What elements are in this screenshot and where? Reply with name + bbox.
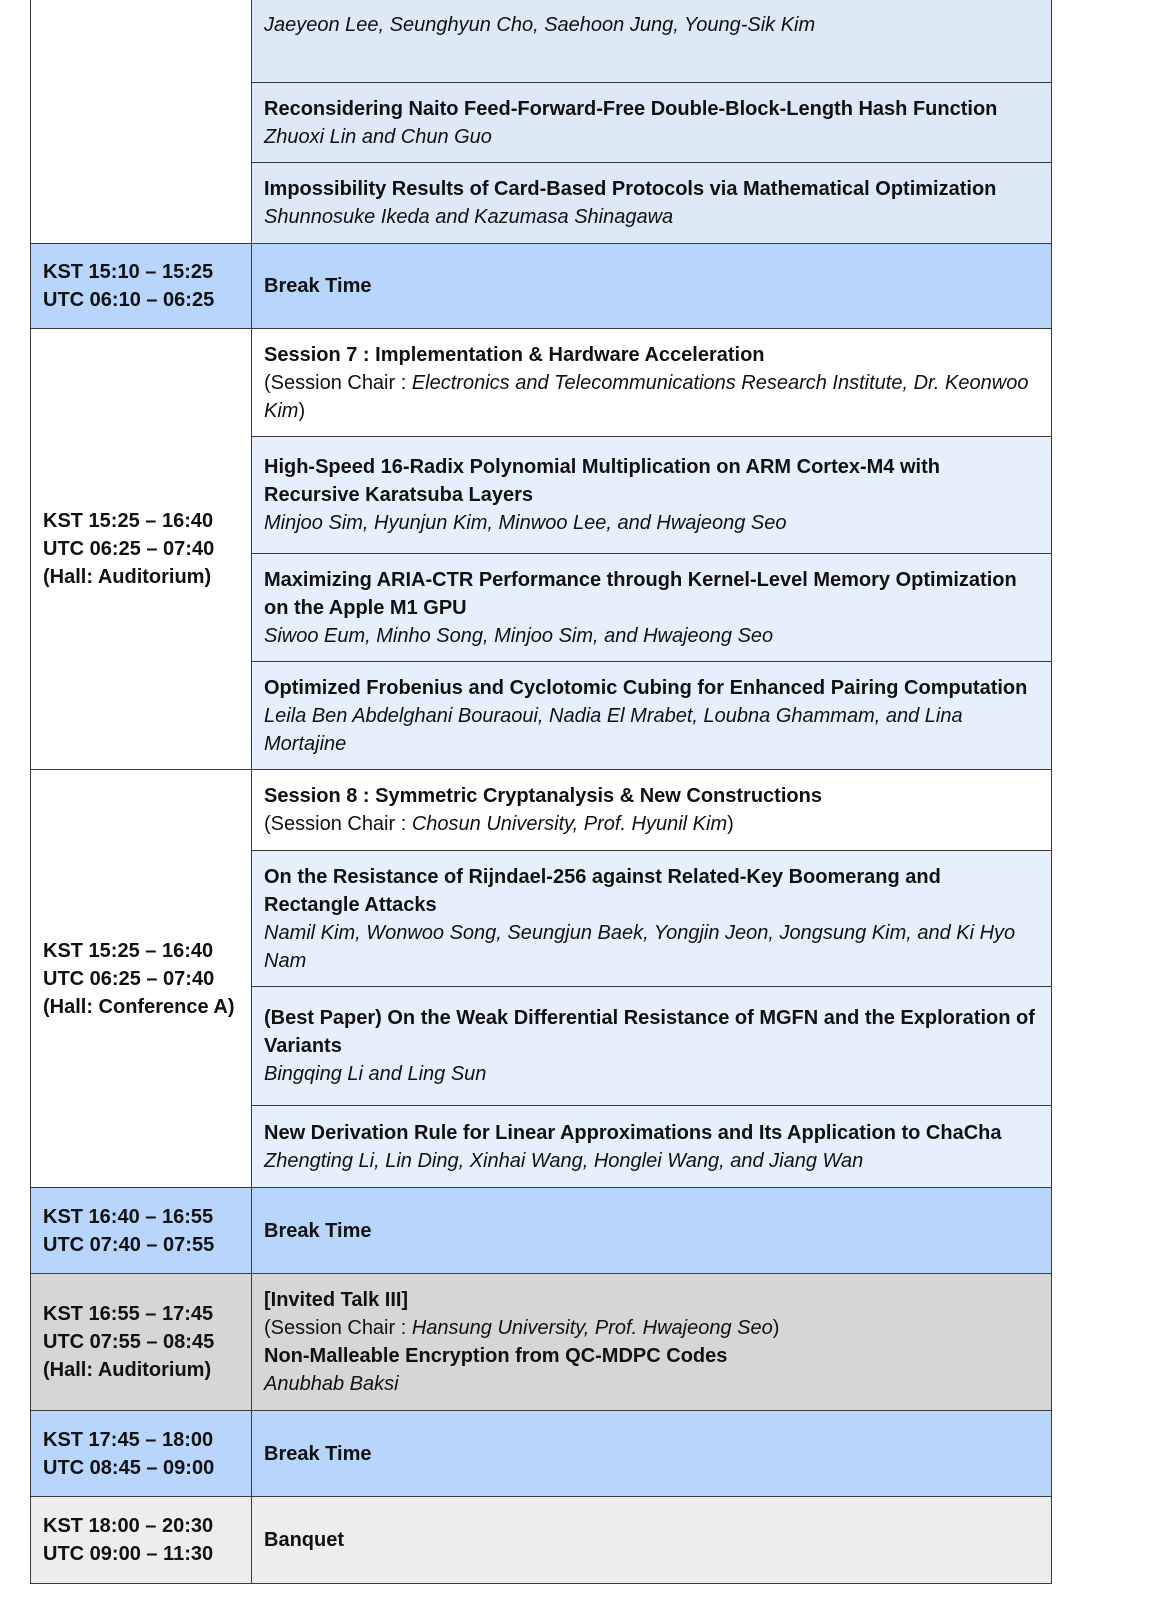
- paper-cell: [252, 554, 1052, 662]
- invited-label: [Invited Talk III]: [264, 1289, 409, 1311]
- chair-prefix: (Session Chair :: [264, 371, 412, 394]
- session-cell: [252, 329, 1052, 437]
- paper-title: Optimized Frobenius and Cyclotomic Cubing for Enhanced Pairing Computation: [264, 676, 1028, 699]
- paper-cell: [252, 83, 1052, 163]
- paper-title: Maximizing ARIA-CTR Performance through Kernel-Level Memory Optimization on the Apple M1 GPU: [264, 568, 1017, 619]
- time-kst: KST 15:25 – 16:40: [43, 939, 214, 962]
- paper-authors: Bingqing Li and Ling Sun: [264, 1063, 487, 1085]
- banquet-row: [31, 1497, 1052, 1584]
- time-utc: UTC 08:45 – 09:00: [43, 1456, 215, 1479]
- paper-title: New Derivation Rule for Linear Approximations and Its Application to ChaCha: [264, 1121, 1002, 1144]
- paper-title: On the Resistance of Rijndael-256 against Related-Key Boomerang and Rectangle Attacks: [264, 865, 941, 916]
- time-utc: UTC 06:10 – 06:25: [43, 289, 215, 311]
- hall: (Hall: Conference A): [43, 995, 235, 1018]
- paper-authors: Zhuoxi Lin and Chun Guo: [264, 125, 492, 148]
- paper-cell: [252, 851, 1052, 987]
- break-label: Break Time: [252, 1188, 1052, 1274]
- time-kst: KST 17:45 – 18:00: [43, 1428, 214, 1451]
- time-cell-empty: [31, 0, 252, 244]
- time-utc: UTC 09:00 – 11:30: [43, 1543, 214, 1565]
- paper-cell: [252, 662, 1052, 770]
- time-utc: UTC 06:25 – 07:40: [43, 538, 215, 560]
- time-utc: UTC 07:55 – 08:45: [43, 1331, 215, 1353]
- time-utc: UTC 07:40 – 07:55: [43, 1233, 215, 1256]
- time-cell: [31, 1411, 252, 1497]
- session-chair: [264, 810, 1039, 838]
- paper-cell: [252, 163, 1052, 244]
- paper-authors: Leila Ben Abdelghani Bouraoui, Nadia El Mrabet, Loubna Ghammam, and Lina Mortajine: [264, 704, 963, 755]
- time-kst: KST 16:55 – 17:45: [43, 1303, 214, 1325]
- session-title: Session 8 : Symmetric Cryptanalysis & New Constructions: [264, 785, 822, 807]
- paper-authors: Siwoo Eum, Minho Song, Minjoo Sim, and Hwajeong Seo: [264, 624, 774, 647]
- time-cell: [31, 1497, 252, 1584]
- chair-suffix: ): [772, 1317, 780, 1339]
- chair-prefix: (Session Chair :: [264, 1317, 412, 1339]
- paper-authors: Jaeyeon Lee, Seunghyun Cho, Saehoon Jung, Young-Sik Kim: [264, 14, 816, 36]
- session-cell: [252, 770, 1052, 851]
- time-cell: [31, 1188, 252, 1274]
- paper-authors: Zhengting Li, Lin Ding, Xinhai Wang, Honglei Wang, and Jiang Wan: [264, 1149, 864, 1172]
- hall: (Hall: Auditorium): [43, 1359, 212, 1381]
- break-label: Break Time: [252, 244, 1052, 329]
- paper-authors: Namil Kim, Wonwoo Song, Seungjun Baek, Yongjin Jeon, Jongsung Kim, and Ki Hyo Nam: [264, 921, 1016, 972]
- chair-name: Hansung University, Prof. Hwajeong Seo: [411, 1317, 773, 1339]
- chair-suffix: ): [298, 399, 306, 422]
- time-kst: KST 18:00 – 20:30: [43, 1515, 214, 1537]
- invited-row: [31, 1274, 1052, 1411]
- table-row: [31, 0, 1052, 83]
- speaker: Anubhab Baksi: [264, 1373, 399, 1395]
- banquet-label: Banquet: [252, 1497, 1052, 1584]
- paper-title: Impossibility Results of Card-Based Protocols via Mathematical Optimization: [264, 178, 997, 200]
- paper-cell: [252, 987, 1052, 1106]
- paper-cell: [252, 437, 1052, 554]
- chair-name: Chosun University, Prof. Hyunil Kim: [411, 813, 728, 835]
- invited-cell: [252, 1274, 1052, 1411]
- paper-title: High-Speed 16-Radix Polynomial Multiplication on ARM Cortex-M4 with Recursive Karatsuba Layers: [264, 456, 940, 506]
- time-kst: KST 16:40 – 16:55: [43, 1205, 214, 1228]
- paper-authors: Minjoo Sim, Hyunjun Kim, Minwoo Lee, and Hwajeong Seo: [264, 512, 787, 534]
- time-utc: UTC 06:25 – 07:40: [43, 967, 215, 990]
- paper-title: Reconsidering Naito Feed-Forward-Free Double-Block-Length Hash Function: [264, 97, 998, 120]
- paper-title: (Best Paper) On the Weak Differential Resistance of MGFN and the Exploration of Variants: [264, 1007, 1035, 1057]
- session-header-row: [31, 770, 1052, 851]
- chair-prefix: (Session Chair :: [264, 813, 412, 835]
- break-row: [31, 1188, 1052, 1274]
- break-row: [31, 244, 1052, 329]
- time-cell: [31, 329, 252, 770]
- time-kst: KST 15:10 – 15:25: [43, 261, 214, 283]
- break-row: [31, 1411, 1052, 1497]
- break-label: Break Time: [252, 1411, 1052, 1497]
- chair-name: Electronics and Telecommunications Research Institute, Dr. Keonwoo Kim: [264, 371, 1029, 422]
- time-cell: [31, 1274, 252, 1411]
- session-header-row: [31, 329, 1052, 437]
- time-cell: [31, 770, 252, 1188]
- talk-title: Non-Malleable Encryption from QC-MDPC Codes: [264, 1345, 728, 1367]
- chair-suffix: ): [727, 813, 734, 835]
- time-cell: [31, 244, 252, 329]
- paper-cell: [252, 1106, 1052, 1188]
- paper-authors: Shunnosuke Ikeda and Kazumasa Shinagawa: [264, 206, 674, 228]
- session-chair: [264, 1314, 1039, 1342]
- hall: (Hall: Auditorium): [43, 566, 212, 588]
- time-kst: KST 15:25 – 16:40: [43, 510, 214, 532]
- schedule-table: [30, 0, 1052, 1584]
- session-chair: [264, 369, 1039, 425]
- paper-cell: [252, 0, 1052, 83]
- session-title: Session 7 : Implementation & Hardware Acceleration: [264, 343, 765, 366]
